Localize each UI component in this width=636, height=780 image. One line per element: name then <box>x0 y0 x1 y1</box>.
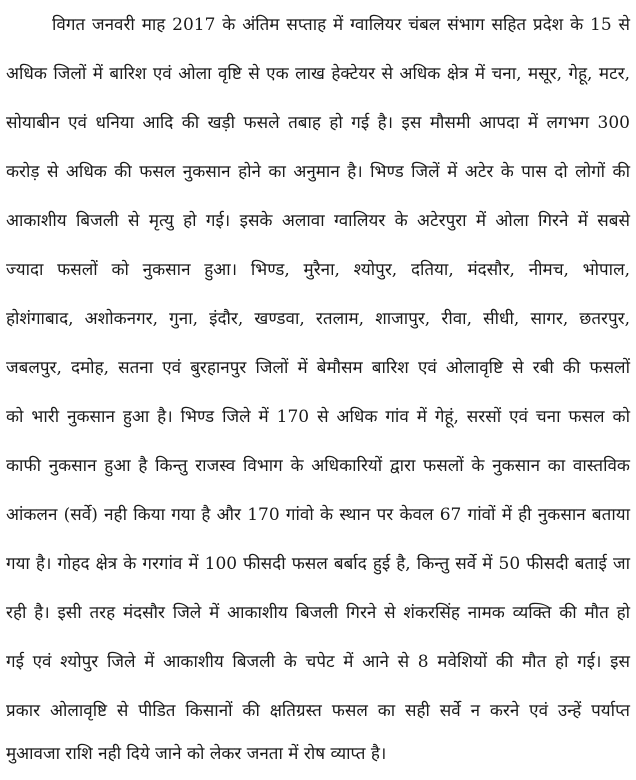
paragraph-line-13: रही है। इसी तरह मंदसौर जिले में आकाशीय बिजली गिरने से शंकरसिंह नामक व्यक्ति की मौत हो <box>6 603 630 623</box>
paragraph-line-8: जबलपुर, दमोह, सतना एवं बुरहानपुर जिलों में बेमौसम बारिश एवं ओलावृष्टि से रबी की फसलों <box>6 358 630 378</box>
paragraph-line-15: प्रकार ओलावृष्टि से पीडित किसानों की क्षतिग्रस्त फसल का सही सर्वे न करने एवं उन्हें पर्याप्त <box>6 701 630 721</box>
paragraph-line-5: आकाशीय बिजली से मृत्यु हो गई। इसके अलावा ग्वालियर के अटेरपुरा में ओला गिरने में सबसे <box>6 211 630 231</box>
paragraph-line-14: गई एवं श्योपुर जिले में आकाशीय बिजली के चपेट में आने से 8 मवेशियों की मौत हो गई। इस <box>6 652 630 672</box>
paragraph-line-16: मुआवजा राशि नही दिये जाने को लेकर जनता में रोष व्याप्त है। <box>6 744 387 764</box>
paragraph-line-10: काफी नुकसान हुआ है किन्तु राजस्व विभाग के अधिकारियों द्वारा फसलों के नुकसान का वास्तविक <box>6 456 630 476</box>
paragraph-line-9: को भारी नुकसान हुआ है। भिण्ड जिले में 170 से अधिक गांव में गेहूं, सरसों एवं चना फसल को <box>6 407 630 427</box>
paragraph-line-12: गया है। गोहद क्षेत्र के गरगांव में 100 फीसदी फसल बर्बाद हुई है, किन्तु सर्वे में 50 फीसदी बताई जा <box>6 554 630 574</box>
paragraph-line-7: होशंगाबाद, अशोकनगर, गुना, इंदौर, खण्डवा, रतलाम, शाजापुर, रीवा, सीधी, सागर, छतरपुर, <box>6 309 630 329</box>
paragraph-line-6: ज्यादा फसलों को नुकसान हुआ। भिण्ड, मुरैना, श्योपुर, दतिया, मंदसौर, नीमच, भोपाल, <box>6 260 630 280</box>
paragraph-line-2: अधिक जिलों में बारिश एवं ओला वृष्टि से एक लाख हेक्टेयर से अधिक क्षेत्र में चना, मसूर, गेहू, मटर, <box>6 64 630 84</box>
paragraph-line-4: करोड़ से अधिक की फसल नुकसान होने का अनुमान है। भिण्ड जिलें में अटेर के पास दो लोगों की <box>6 162 630 182</box>
paragraph-line-11: आंकलन (सर्वे) नही किया गया है और 170 गांवो के स्थान पर केवल 67 गांवों में ही नुकसान बताया <box>6 505 630 525</box>
paragraph-line-1: विगत जनवरी माह 2017 के अंतिम सप्ताह में ग्वालियर चंबल संभाग सहित प्रदेश के 15 से <box>52 15 630 35</box>
paragraph-line-3: सोयाबीन एवं धनिया आदि की खड़ी फसले तबाह हो गई है। इस मौसमी आपदा में लगभग 300 <box>6 113 630 133</box>
